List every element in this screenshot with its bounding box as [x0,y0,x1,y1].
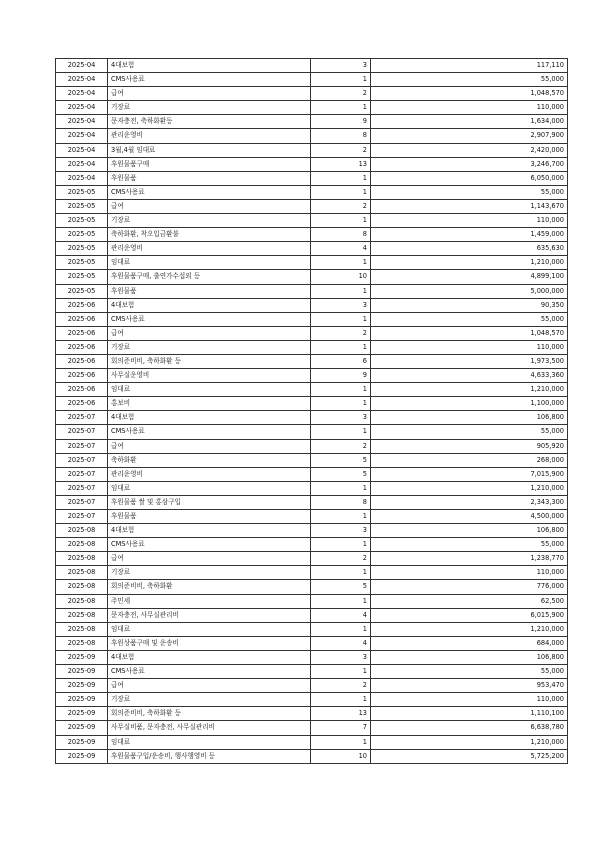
table-row [56,242,568,256]
month-cell: 2025-05 [56,185,108,199]
month-cell: 2025-08 [56,538,108,552]
count-cell: 1 [311,510,371,524]
item-cell: 후원상품구매 및 운송비 [108,636,311,650]
month-cell: 2025-07 [56,425,108,439]
item-cell: 급여 [108,552,311,566]
count-cell: 1 [311,566,371,580]
table-row [56,580,568,594]
amount-cell: 6,638,780 [371,721,568,735]
count-cell: 5 [311,453,371,467]
table-row [56,481,568,495]
table-row [56,693,568,707]
item-cell: 사무실비품, 문자충전, 사무실관리비 [108,721,311,735]
count-cell: 2 [311,143,371,157]
count-cell: 1 [311,383,371,397]
amount-cell: 2,420,000 [371,143,568,157]
count-cell: 1 [311,256,371,270]
table-row [56,735,568,749]
month-cell: 2025-07 [56,411,108,425]
month-cell: 2025-09 [56,707,108,721]
count-cell: 1 [311,425,371,439]
month-cell: 2025-05 [56,242,108,256]
amount-cell: 106,800 [371,524,568,538]
month-cell: 2025-05 [56,228,108,242]
amount-cell: 55,000 [371,665,568,679]
amount-cell: 106,800 [371,411,568,425]
amount-cell: 1,210,000 [371,481,568,495]
expense-table-body [56,59,568,764]
table-row [56,143,568,157]
month-cell: 2025-06 [56,383,108,397]
amount-cell: 1,210,000 [371,383,568,397]
table-row [56,425,568,439]
count-cell: 3 [311,524,371,538]
item-cell: 4대보험 [108,59,311,73]
table-row [56,284,568,298]
amount-cell: 110,000 [371,566,568,580]
month-cell: 2025-04 [56,101,108,115]
count-cell: 1 [311,214,371,228]
item-cell: 임대료 [108,481,311,495]
amount-cell: 1,973,500 [371,354,568,368]
month-cell: 2025-08 [56,552,108,566]
item-cell: 회의준비비, 축하화환 [108,580,311,594]
table-row [56,397,568,411]
table-row [56,622,568,636]
table-row [56,679,568,693]
table-row [56,749,568,763]
table-row [56,383,568,397]
amount-cell: 55,000 [371,312,568,326]
table-row [56,298,568,312]
count-cell: 3 [311,59,371,73]
count-cell: 1 [311,284,371,298]
month-cell: 2025-09 [56,721,108,735]
item-cell: 회의준비비, 축하화환 등 [108,707,311,721]
month-cell: 2025-08 [56,566,108,580]
amount-cell: 2,343,300 [371,495,568,509]
count-cell: 6 [311,354,371,368]
item-cell: 후원물품 쌀 및 홍삼구입 [108,495,311,509]
month-cell: 2025-09 [56,735,108,749]
item-cell: 축하화환, 착오입금환불 [108,228,311,242]
table-row [56,59,568,73]
count-cell: 3 [311,298,371,312]
item-cell: 관리운영비 [108,467,311,481]
month-cell: 2025-07 [56,481,108,495]
amount-cell: 1,210,000 [371,256,568,270]
item-cell: 후원물품 [108,171,311,185]
month-cell: 2025-09 [56,693,108,707]
item-cell: 임대료 [108,256,311,270]
item-cell: 홍보비 [108,397,311,411]
table-row [56,636,568,650]
count-cell: 1 [311,101,371,115]
month-cell: 2025-04 [56,87,108,101]
table-row [56,566,568,580]
count-cell: 4 [311,242,371,256]
count-cell: 3 [311,650,371,664]
count-cell: 1 [311,665,371,679]
amount-cell: 4,899,100 [371,270,568,284]
table-row [56,369,568,383]
item-cell: CMS사용료 [108,185,311,199]
count-cell: 1 [311,693,371,707]
table-row [56,510,568,524]
item-cell: 4대보험 [108,650,311,664]
table-row [56,256,568,270]
amount-cell: 1,100,000 [371,397,568,411]
amount-cell: 5,725,200 [371,749,568,763]
amount-cell: 110,000 [371,214,568,228]
month-cell: 2025-08 [56,636,108,650]
amount-cell: 110,000 [371,101,568,115]
amount-cell: 117,110 [371,59,568,73]
item-cell: 급여 [108,87,311,101]
amount-cell: 684,000 [371,636,568,650]
amount-cell: 1,210,000 [371,735,568,749]
item-cell: 임대료 [108,622,311,636]
table-row [56,524,568,538]
amount-cell: 110,000 [371,693,568,707]
month-cell: 2025-06 [56,326,108,340]
amount-cell: 1,210,000 [371,622,568,636]
amount-cell: 1,048,570 [371,326,568,340]
item-cell: 후원물품구입/운송비, 행사행영비 등 [108,749,311,763]
item-cell: 기장료 [108,101,311,115]
item-cell: CMS사용료 [108,312,311,326]
item-cell: 급여 [108,326,311,340]
count-cell: 8 [311,495,371,509]
count-cell: 1 [311,397,371,411]
item-cell: 회의준비비, 축하화환 등 [108,354,311,368]
table-row [56,608,568,622]
item-cell: 관리운영비 [108,242,311,256]
month-cell: 2025-05 [56,256,108,270]
count-cell: 1 [311,185,371,199]
table-row [56,495,568,509]
count-cell: 8 [311,129,371,143]
table-row [56,115,568,129]
expense-table [55,58,568,764]
table-row [56,594,568,608]
count-cell: 2 [311,679,371,693]
table-row [56,721,568,735]
month-cell: 2025-05 [56,199,108,213]
count-cell: 8 [311,228,371,242]
count-cell: 2 [311,87,371,101]
month-cell: 2025-08 [56,524,108,538]
amount-cell: 5,000,000 [371,284,568,298]
count-cell: 2 [311,199,371,213]
count-cell: 1 [311,594,371,608]
count-cell: 1 [311,73,371,87]
item-cell: 축하화환 [108,453,311,467]
month-cell: 2025-09 [56,665,108,679]
amount-cell: 55,000 [371,538,568,552]
amount-cell: 4,500,000 [371,510,568,524]
item-cell: 기장료 [108,340,311,354]
amount-cell: 1,110,100 [371,707,568,721]
count-cell: 1 [311,340,371,354]
amount-cell: 110,000 [371,340,568,354]
item-cell: CMS사용료 [108,665,311,679]
item-cell: 3월,4월 임대료 [108,143,311,157]
count-cell: 3 [311,411,371,425]
count-cell: 13 [311,157,371,171]
table-row [56,73,568,87]
month-cell: 2025-07 [56,453,108,467]
item-cell: 관리운영비 [108,129,311,143]
count-cell: 2 [311,326,371,340]
table-row [56,270,568,284]
item-cell: 급여 [108,679,311,693]
item-cell: 사무실운영비 [108,369,311,383]
month-cell: 2025-04 [56,143,108,157]
item-cell: 주민세 [108,594,311,608]
month-cell: 2025-08 [56,580,108,594]
table-row [56,439,568,453]
amount-cell: 268,000 [371,453,568,467]
month-cell: 2025-04 [56,73,108,87]
item-cell: 4대보험 [108,524,311,538]
month-cell: 2025-05 [56,284,108,298]
item-cell: 임대료 [108,383,311,397]
amount-cell: 2,907,900 [371,129,568,143]
count-cell: 9 [311,115,371,129]
count-cell: 10 [311,749,371,763]
amount-cell: 6,050,000 [371,171,568,185]
item-cell: 문자충전, 축하화환등 [108,115,311,129]
item-cell: 후원물품구매 [108,157,311,171]
count-cell: 1 [311,171,371,185]
count-cell: 1 [311,538,371,552]
item-cell: 급여 [108,199,311,213]
item-cell: 4대보험 [108,411,311,425]
item-cell: 문자충전, 사무실관리비 [108,608,311,622]
count-cell: 1 [311,622,371,636]
table-row [56,650,568,664]
month-cell: 2025-06 [56,298,108,312]
count-cell: 4 [311,636,371,650]
amount-cell: 55,000 [371,425,568,439]
table-row [56,214,568,228]
month-cell: 2025-08 [56,622,108,636]
amount-cell: 1,634,000 [371,115,568,129]
table-row [56,228,568,242]
table-row [56,171,568,185]
count-cell: 9 [311,369,371,383]
amount-cell: 635,630 [371,242,568,256]
month-cell: 2025-06 [56,312,108,326]
amount-cell: 7,015,900 [371,467,568,481]
table-row [56,312,568,326]
item-cell: 기장료 [108,214,311,228]
month-cell: 2025-05 [56,214,108,228]
month-cell: 2025-04 [56,115,108,129]
amount-cell: 953,470 [371,679,568,693]
count-cell: 5 [311,580,371,594]
count-cell: 4 [311,608,371,622]
item-cell: 급여 [108,439,311,453]
item-cell: 후원물품구매, 출연가수섭외 등 [108,270,311,284]
count-cell: 2 [311,552,371,566]
table-row [56,538,568,552]
month-cell: 2025-06 [56,397,108,411]
amount-cell: 776,000 [371,580,568,594]
amount-cell: 1,143,670 [371,199,568,213]
table-row [56,665,568,679]
table-row [56,101,568,115]
table-row [56,453,568,467]
month-cell: 2025-08 [56,608,108,622]
item-cell: CMS사용료 [108,425,311,439]
month-cell: 2025-04 [56,171,108,185]
count-cell: 1 [311,481,371,495]
table-row [56,129,568,143]
month-cell: 2025-07 [56,439,108,453]
month-cell: 2025-05 [56,270,108,284]
table-row [56,199,568,213]
item-cell: 4대보험 [108,298,311,312]
count-cell: 2 [311,439,371,453]
month-cell: 2025-06 [56,354,108,368]
table-row [56,411,568,425]
month-cell: 2025-09 [56,650,108,664]
amount-cell: 3,246,700 [371,157,568,171]
item-cell: 후원물품 [108,284,311,298]
month-cell: 2025-09 [56,679,108,693]
amount-cell: 905,920 [371,439,568,453]
count-cell: 1 [311,735,371,749]
amount-cell: 55,000 [371,73,568,87]
count-cell: 1 [311,312,371,326]
count-cell: 7 [311,721,371,735]
month-cell: 2025-04 [56,129,108,143]
item-cell: CMS사용료 [108,73,311,87]
month-cell: 2025-04 [56,157,108,171]
amount-cell: 62,500 [371,594,568,608]
item-cell: 기장료 [108,566,311,580]
count-cell: 5 [311,467,371,481]
table-row [56,552,568,566]
table-row [56,157,568,171]
amount-cell: 55,000 [371,185,568,199]
count-cell: 10 [311,270,371,284]
amount-cell: 1,048,570 [371,87,568,101]
month-cell: 2025-06 [56,340,108,354]
table-row [56,467,568,481]
amount-cell: 90,350 [371,298,568,312]
month-cell: 2025-04 [56,59,108,73]
amount-cell: 1,459,000 [371,228,568,242]
amount-cell: 1,238,770 [371,552,568,566]
month-cell: 2025-08 [56,594,108,608]
table-row [56,326,568,340]
amount-cell: 6,015,900 [371,608,568,622]
item-cell: CMS사용료 [108,538,311,552]
table-row [56,340,568,354]
table-row [56,354,568,368]
table-row [56,707,568,721]
month-cell: 2025-09 [56,749,108,763]
item-cell: 후원물품 [108,510,311,524]
month-cell: 2025-07 [56,495,108,509]
table-row [56,185,568,199]
month-cell: 2025-07 [56,510,108,524]
table-row [56,87,568,101]
item-cell: 임대료 [108,735,311,749]
item-cell: 기장료 [108,693,311,707]
month-cell: 2025-07 [56,467,108,481]
amount-cell: 106,800 [371,650,568,664]
amount-cell: 4,633,360 [371,369,568,383]
month-cell: 2025-06 [56,369,108,383]
count-cell: 13 [311,707,371,721]
